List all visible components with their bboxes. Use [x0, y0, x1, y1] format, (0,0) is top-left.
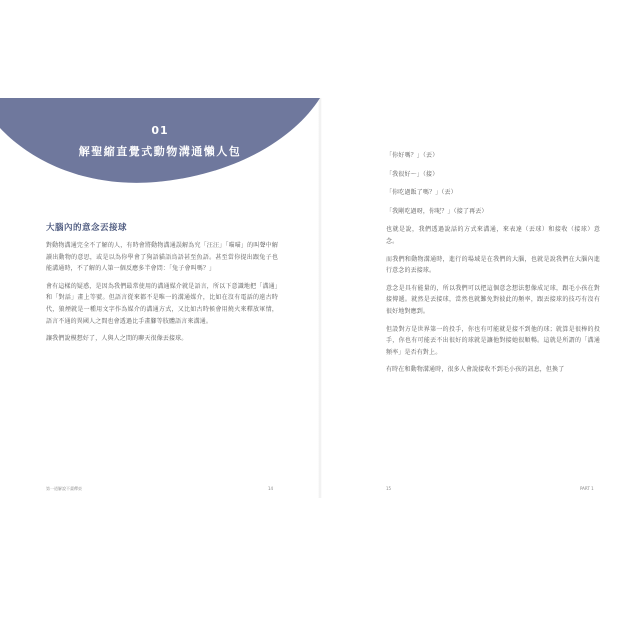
paragraph: 會有這樣的疑惑，是因為我們最常使用的溝通媒介就是語言，所以下意識地把「溝通」和「對話」畫上等號。但語言從來都不是唯一的溝通媒介，比如在沒有電話的遠古時代，狼煙就是一種用文字作為媒介的溝通方式，又比如古時候會用燒火來釋放軍情，語言不通的異國人之間也會透過比手畫腳等肢體語言來溝通。	[46, 282, 278, 325]
footer-book-title: 第一道解說不畫釋束	[46, 486, 82, 491]
paragraph: 有時在和動物溝通時，很多人會說接收不到毛小孩的訊息，但換了	[386, 366, 565, 374]
paragraph: 意念是具有能量的，所以我們可以把這個意念想法想像成足球，跟毛小孩在對接傳遞。就然是丟接球，當然也就難免對彼此的頻率，跟丟接球的技巧有沒有很好地對應到。	[386, 284, 600, 315]
right-body-text	[386, 150, 600, 382]
paragraph: 讓我們說模想好了，人與人之間的聊天很像丟接球。	[46, 335, 188, 343]
paragraph: 但設對方是世界第一的投手，你也有可能就是接不到他的球；就算是很棒的投手，你也有可能丟不出很好的球就是讓他對接她很順暢。這就是所謂的「溝通頻率」是否有對上。	[386, 325, 600, 356]
dialogue-line: 「我很好～」（接）	[386, 170, 439, 178]
chapter-number: 01	[151, 124, 169, 137]
chapter-title: 解聖縮直覺式動物溝通懶人包	[78, 145, 242, 158]
paragraph: 而我們和動物溝通時，進行的場域是在我們的大腦，也就是說我們在大腦內進行意念的丟接球。	[386, 255, 600, 275]
section-heading: 大腦內的意念丟接球	[46, 223, 128, 233]
footer-page-number-right: 15	[386, 486, 392, 491]
left-body-text	[46, 240, 278, 351]
footer-part-label: PART 1	[580, 486, 594, 491]
footer-page-number-left: 14	[268, 486, 274, 491]
dialogue-line: 「你吃過飯了嗎？」（丟）	[386, 189, 457, 197]
dialogue-line: 「你好嗎？」（丟）	[386, 152, 439, 159]
dialogue-line: 「我剛吃過呀，你呢？」（接了再丟）	[386, 207, 488, 215]
paragraph: 對動物溝通完全不了解的人，有時會將動物溝通誤解為究「汪汪」「喵喵」的叫聲中解讀出動物的意思，或是以為你學會了狗語貓語鳥語甚至魚語。甚至當你提出跟兔子也能溝通時，不了解的人第一個反應多半會問：「兔子會叫嗎？」	[46, 242, 278, 273]
paragraph: 也就是說，我們透過說話的方式來溝通，來表達（丟球）和接收（接球）意念。	[386, 226, 600, 245]
